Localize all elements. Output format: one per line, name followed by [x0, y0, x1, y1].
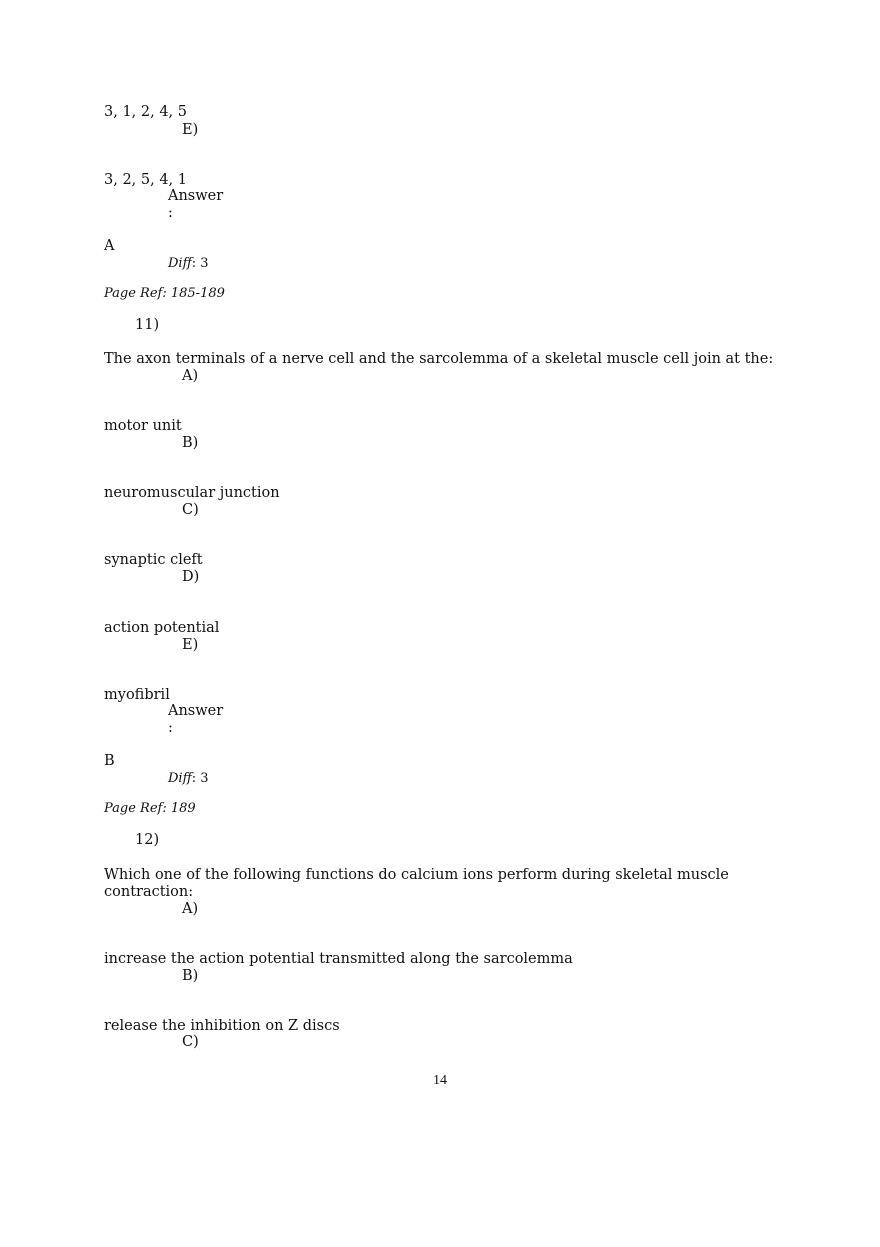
- option-letter: C): [182, 502, 199, 518]
- answer-label: Answer: [168, 188, 224, 204]
- option-text: neuromuscular junction: [104, 485, 280, 501]
- option-letter: C): [182, 1034, 199, 1050]
- option-letter: A): [182, 901, 199, 917]
- page-ref: [104, 800, 196, 817]
- answer-value: A: [104, 238, 115, 254]
- option-letter: A): [182, 368, 199, 384]
- question-text: The axon terminals of a nerve cell and the sarcolemma of a skeletal muscle cell join at the:: [104, 351, 774, 367]
- page-ref-value: : 185-189: [162, 286, 225, 301]
- diff-value: : 3: [191, 771, 209, 786]
- option-text: action potential: [104, 620, 220, 636]
- answer-label: Answer: [168, 703, 224, 719]
- option-text: release the inhibition on Z discs: [104, 1018, 340, 1034]
- page-ref-label: Page Ref: [104, 286, 163, 301]
- answer-label-colon: :: [168, 205, 173, 221]
- question-number: 11): [135, 317, 160, 333]
- page-ref-value: : 189: [162, 801, 196, 816]
- option-text: synaptic cleft: [104, 552, 203, 568]
- option-letter: E): [182, 637, 199, 653]
- option-text: myofibril: [104, 687, 170, 703]
- diff-label: Diff: [168, 771, 192, 786]
- page-ref-label: Page Ref: [104, 801, 163, 816]
- question-number: 12): [135, 832, 160, 848]
- option-e-text: 3, 2, 5, 4, 1: [104, 172, 187, 188]
- answer-value: B: [104, 753, 115, 769]
- option-letter: B): [182, 968, 199, 984]
- difficulty: [168, 255, 209, 272]
- option-text: increase the action potential transmitted along the sarcolemma: [104, 951, 573, 967]
- option-letter: B): [182, 435, 199, 451]
- page-ref: [104, 285, 225, 302]
- diff-label: Diff: [168, 256, 192, 271]
- question-text: Which one of the following functions do calcium ions perform during skeletal muscle contraction:: [104, 867, 729, 900]
- option-e-letter: E): [182, 122, 199, 138]
- diff-value: : 3: [191, 256, 209, 271]
- option-text: motor unit: [104, 418, 182, 434]
- answer-label-colon: :: [168, 720, 173, 736]
- option-d-text: 3, 1, 2, 4, 5: [104, 104, 187, 120]
- page-number: 14: [433, 1073, 447, 1088]
- option-letter: D): [182, 569, 200, 585]
- difficulty: [168, 770, 209, 787]
